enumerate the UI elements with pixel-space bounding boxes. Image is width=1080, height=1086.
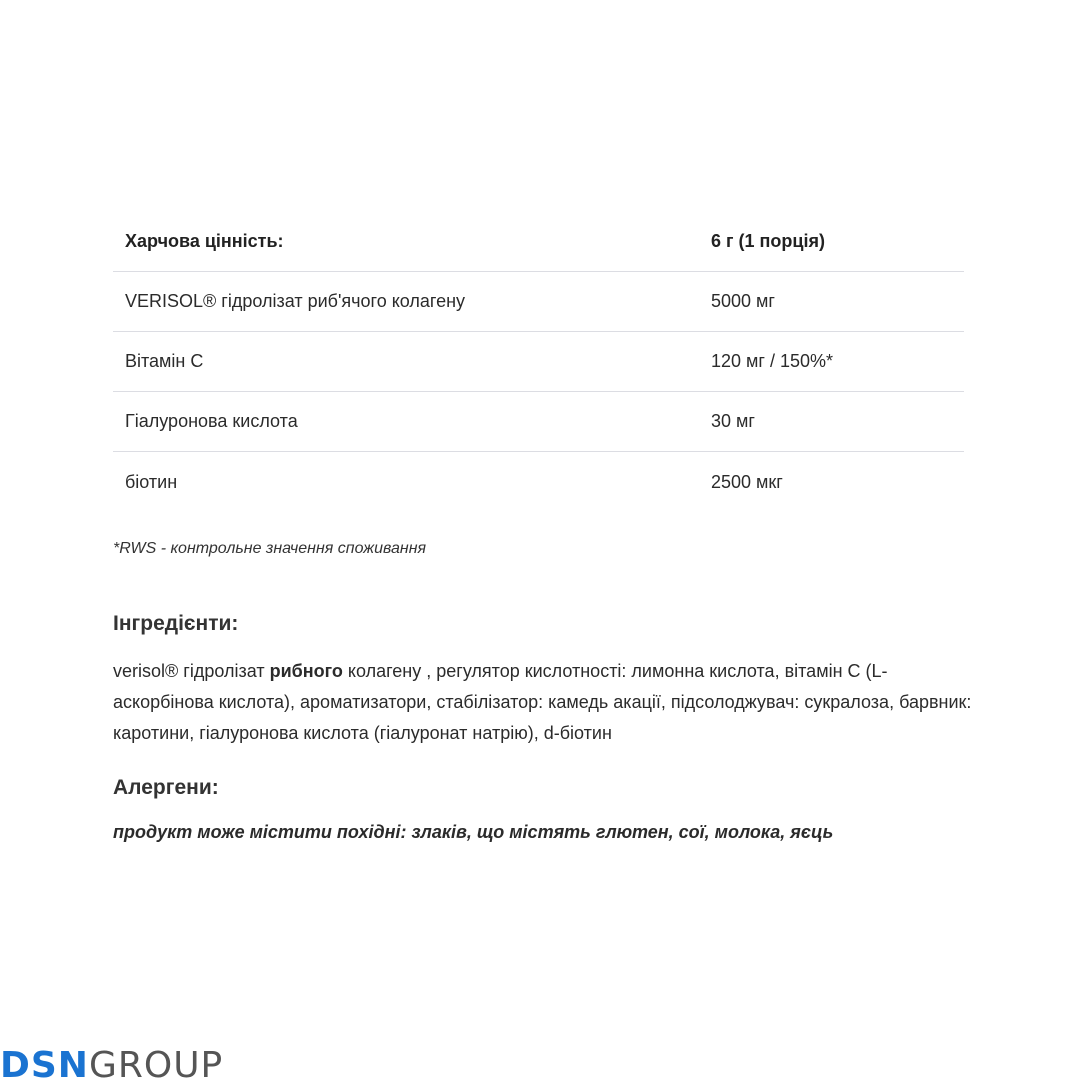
nutrient-name: Вітамін С [125, 351, 204, 371]
logo-group: GROUP [88, 1045, 224, 1086]
nutrient-name: біотин [125, 471, 178, 492]
ingredients-heading: Інгредієнти: [113, 612, 239, 635]
nutrition-table [113, 212, 964, 512]
nutrient-value: 2500 мкг [711, 471, 783, 492]
ingredients-text [113, 656, 973, 749]
table-row [113, 452, 964, 512]
allergens-text: продукт може містити похідні: злаків, що містять глютен, сої, молока, яєць [113, 822, 834, 842]
nutrition-header-serving: 6 г (1 порція) [711, 231, 825, 251]
nutrient-value: 120 мг / 150%* [711, 351, 834, 371]
ingredients-text-rest: колагену , регулятор кислотності: лимонна кислота, вітамін С (L-аскорбінова кислота), ароматизатори, стабілізатор: камедь акації, підсолоджувач: сукралоза, барвник: каротини, гіалуронова кислота (гіалуронат натрію), d-біотин [113, 661, 972, 743]
logo-dsn: DSN [0, 1045, 89, 1086]
nutrient-name: Гіалуронова кислота [125, 411, 298, 431]
nutrition-header-label: Харчова цінність: [125, 231, 284, 251]
rws-footnote: *RWS - контрольне значення споживання [113, 540, 427, 557]
nutrient-value: 5000 мг [711, 291, 775, 311]
ingredients-text-start: verisol® гідролізат [113, 661, 270, 681]
ingredients-text-bold: рибного [269, 661, 343, 681]
allergens-heading: Алергени: [113, 776, 219, 799]
table-row [113, 392, 964, 452]
table-row [113, 332, 964, 392]
brand-logo [0, 1046, 223, 1086]
table-row [113, 272, 964, 332]
nutrient-name: VERISOL® гідролізат риб'ячого колагену [125, 291, 466, 311]
nutrient-value: 30 мг [711, 411, 755, 431]
nutrition-header-row [113, 212, 964, 272]
